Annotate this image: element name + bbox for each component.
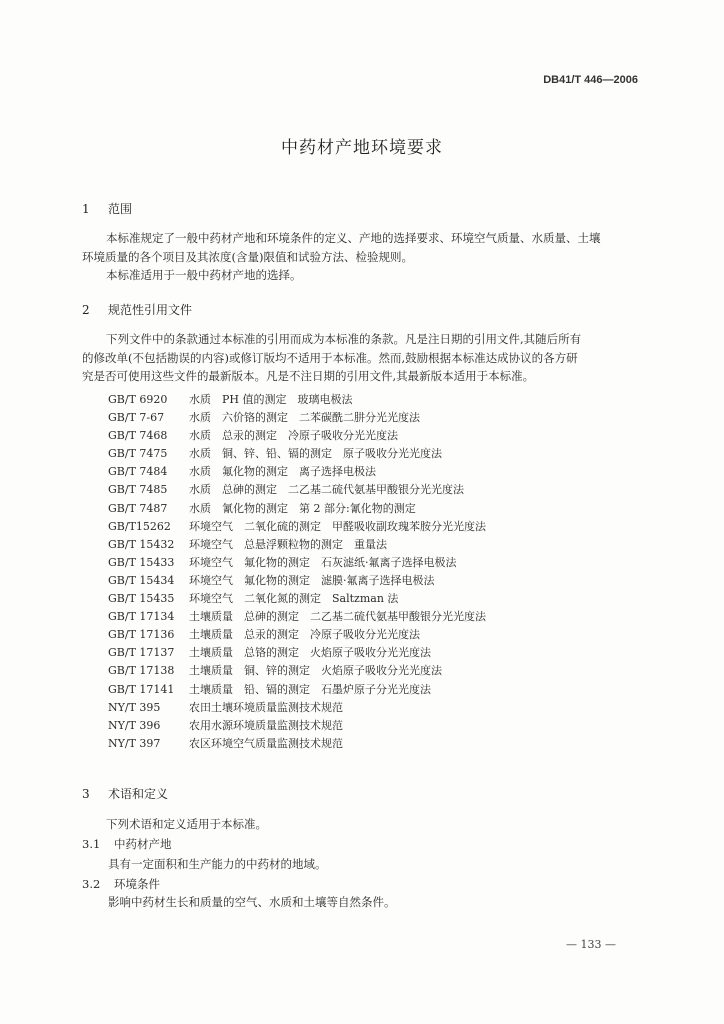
- section-1-paragraph: 本标准适用于一般中药材产地的选择。: [106, 268, 302, 282]
- section-3-heading: [82, 785, 168, 802]
- reference-item: [108, 500, 648, 518]
- reference-code: GB/T 7475: [108, 447, 168, 461]
- reference-title: 环境空气 总悬浮颗粒物的测定 重量法: [189, 537, 387, 551]
- document-code: DB41/T 446—2006: [543, 74, 638, 86]
- reference-title: 环境空气 氟化物的测定 滤膜·氟离子选择电极法: [189, 573, 435, 587]
- reference-item: [108, 626, 648, 644]
- reference-item: [108, 554, 648, 572]
- reference-item: [108, 735, 648, 753]
- reference-code: GB/T 7484: [108, 465, 168, 479]
- reference-item: [108, 481, 648, 499]
- section-1-title: 范围: [108, 202, 133, 216]
- reference-code: GB/T 6920: [108, 393, 168, 406]
- reference-item: [108, 662, 648, 680]
- reference-title: 土壤质量 铜、锌的测定 火焰原子吸收分光光度法: [189, 664, 442, 678]
- reference-title: 水质 总汞的测定 冷原子吸收分光光度法: [189, 429, 398, 443]
- reference-item: [108, 427, 648, 445]
- reference-code: GB/T 17138: [108, 664, 175, 678]
- reference-code: NY/T 396: [108, 718, 161, 732]
- reference-item: [108, 699, 648, 717]
- reference-code: GB/T 17137: [108, 646, 175, 660]
- reference-title: 土壤质量 铅、镉的测定 石墨炉原子分光光度法: [189, 682, 431, 696]
- reference-item: [108, 445, 648, 463]
- reference-title: 水质 六价铬的测定 二苯碳酰二肼分光光度法: [189, 411, 420, 425]
- reference-title: 环境空气 氟化物的测定 石灰滤纸·氟离子选择电极法: [189, 555, 457, 569]
- term-name: 环境条件: [114, 877, 160, 891]
- reference-title: 环境空气 二氧化硫的测定 甲醛吸收副玫瑰苯胺分光光度法: [189, 519, 486, 533]
- reference-code: GB/T 15432: [108, 537, 175, 551]
- reference-code: GB/T 7487: [108, 501, 168, 515]
- reference-title: 环境空气 二氧化氮的测定 Saltzman 法: [189, 592, 399, 606]
- section-3-title: 术语和定义: [108, 787, 169, 801]
- section-2-heading: [82, 301, 192, 318]
- term-heading: [82, 876, 160, 892]
- reference-item: [108, 681, 648, 699]
- reference-code: GB/T 17134: [108, 610, 175, 624]
- reference-item: [108, 536, 648, 554]
- term-definition: 具有一定面积和生产能力的中药材的地域。: [108, 857, 327, 871]
- reference-code: NY/T 395: [108, 700, 161, 714]
- term-definition: 影响中药材生长和质量的空气、水质和土壤等自然条件。: [108, 895, 396, 909]
- reference-list: [108, 391, 648, 753]
- section-2-number: 2: [82, 303, 90, 317]
- reference-code: GB/T 17136: [108, 628, 175, 642]
- section-2-paragraph: 的修改单(不包括勘误的内容)或修订版均不适用于本标准。然而,鼓励根据本标准达成协议的各方研: [82, 350, 578, 365]
- reference-code: GB/T 15434: [108, 573, 175, 587]
- reference-title: 土壤质量 总铬的测定 火焰原子吸收分光光度法: [189, 646, 431, 660]
- section-2-body: [82, 330, 642, 386]
- reference-code: GB/T 15433: [108, 555, 175, 569]
- section-3-paragraph: 下列术语和定义适用于本标准。: [106, 817, 267, 831]
- term-heading: [82, 836, 172, 852]
- section-1-heading: [82, 200, 132, 217]
- term-number: 3.1: [82, 837, 101, 851]
- reference-item: [108, 391, 648, 409]
- page-title: 中药材产地环境要求: [281, 138, 443, 158]
- reference-title: 土壤质量 总砷的测定 二乙基二硫代氨基甲酸银分光光度法: [189, 610, 486, 624]
- section-1-paragraph: 本标准规定了一般中药材产地和环境条件的定义、产地的选择要求、环境空气质量、水质量、土壤: [106, 231, 601, 245]
- reference-title: 水质 氰化物的测定 第 2 部分:氰化物的测定: [189, 501, 416, 515]
- term-number: 3.2: [82, 877, 101, 891]
- reference-title: 水质 总砷的测定 二乙基二硫代氨基甲酸银分光光度法: [189, 483, 464, 497]
- reference-title: 农田土壤环境质量监测技术规范: [189, 700, 343, 714]
- reference-code: GB/T 17141: [108, 682, 175, 696]
- section-1-body: [82, 229, 642, 285]
- reference-title: 农用水源环境质量监测技术规范: [189, 718, 343, 732]
- reference-title: 土壤质量 总汞的测定 冷原子吸收分光光度法: [189, 628, 420, 642]
- section-3-number: 3: [82, 787, 90, 801]
- reference-item: [108, 717, 648, 735]
- reference-item: [108, 409, 648, 427]
- reference-item: [108, 590, 648, 608]
- reference-code: GB/T 15435: [108, 592, 175, 606]
- reference-title: 水质 PH 值的测定 玻璃电极法: [189, 393, 353, 406]
- reference-title: 水质 铜、锌、铅、镉的测定 原子吸收分光光度法: [189, 447, 442, 461]
- reference-item: [108, 463, 648, 481]
- section-3-intro: [82, 815, 642, 834]
- reference-code: NY/T 397: [108, 736, 161, 750]
- reference-title: 水质 氟化物的测定 离子选择电极法: [189, 465, 376, 479]
- page-number: — 133 —: [566, 938, 616, 951]
- section-2-paragraph: 究是否可使用这些文件的最新版本。凡是不注日期的引用文件,其最新版本适用于本标准。: [82, 369, 535, 383]
- section-1-number: 1: [82, 202, 90, 216]
- reference-code: GB/T15262: [108, 519, 171, 533]
- reference-code: GB/T 7485: [108, 483, 168, 497]
- section-1-paragraph: 环境质量的各个项目及其浓度(含量)限值和试验方法、检验规则。: [82, 249, 413, 264]
- section-2-paragraph: 下列文件中的条款通过本标准的引用而成为本标准的条款。凡是注日期的引用文件,其随后所有: [106, 332, 582, 346]
- reference-title: 农区环境空气质量监测技术规范: [189, 736, 343, 750]
- reference-item: [108, 608, 648, 626]
- reference-item: [108, 644, 648, 662]
- reference-code: GB/T 7-67: [108, 411, 165, 425]
- reference-item: [108, 518, 648, 536]
- reference-code: GB/T 7468: [108, 429, 168, 443]
- reference-item: [108, 572, 648, 590]
- section-2-title: 规范性引用文件: [108, 303, 193, 317]
- term-name: 中药材产地: [114, 837, 172, 851]
